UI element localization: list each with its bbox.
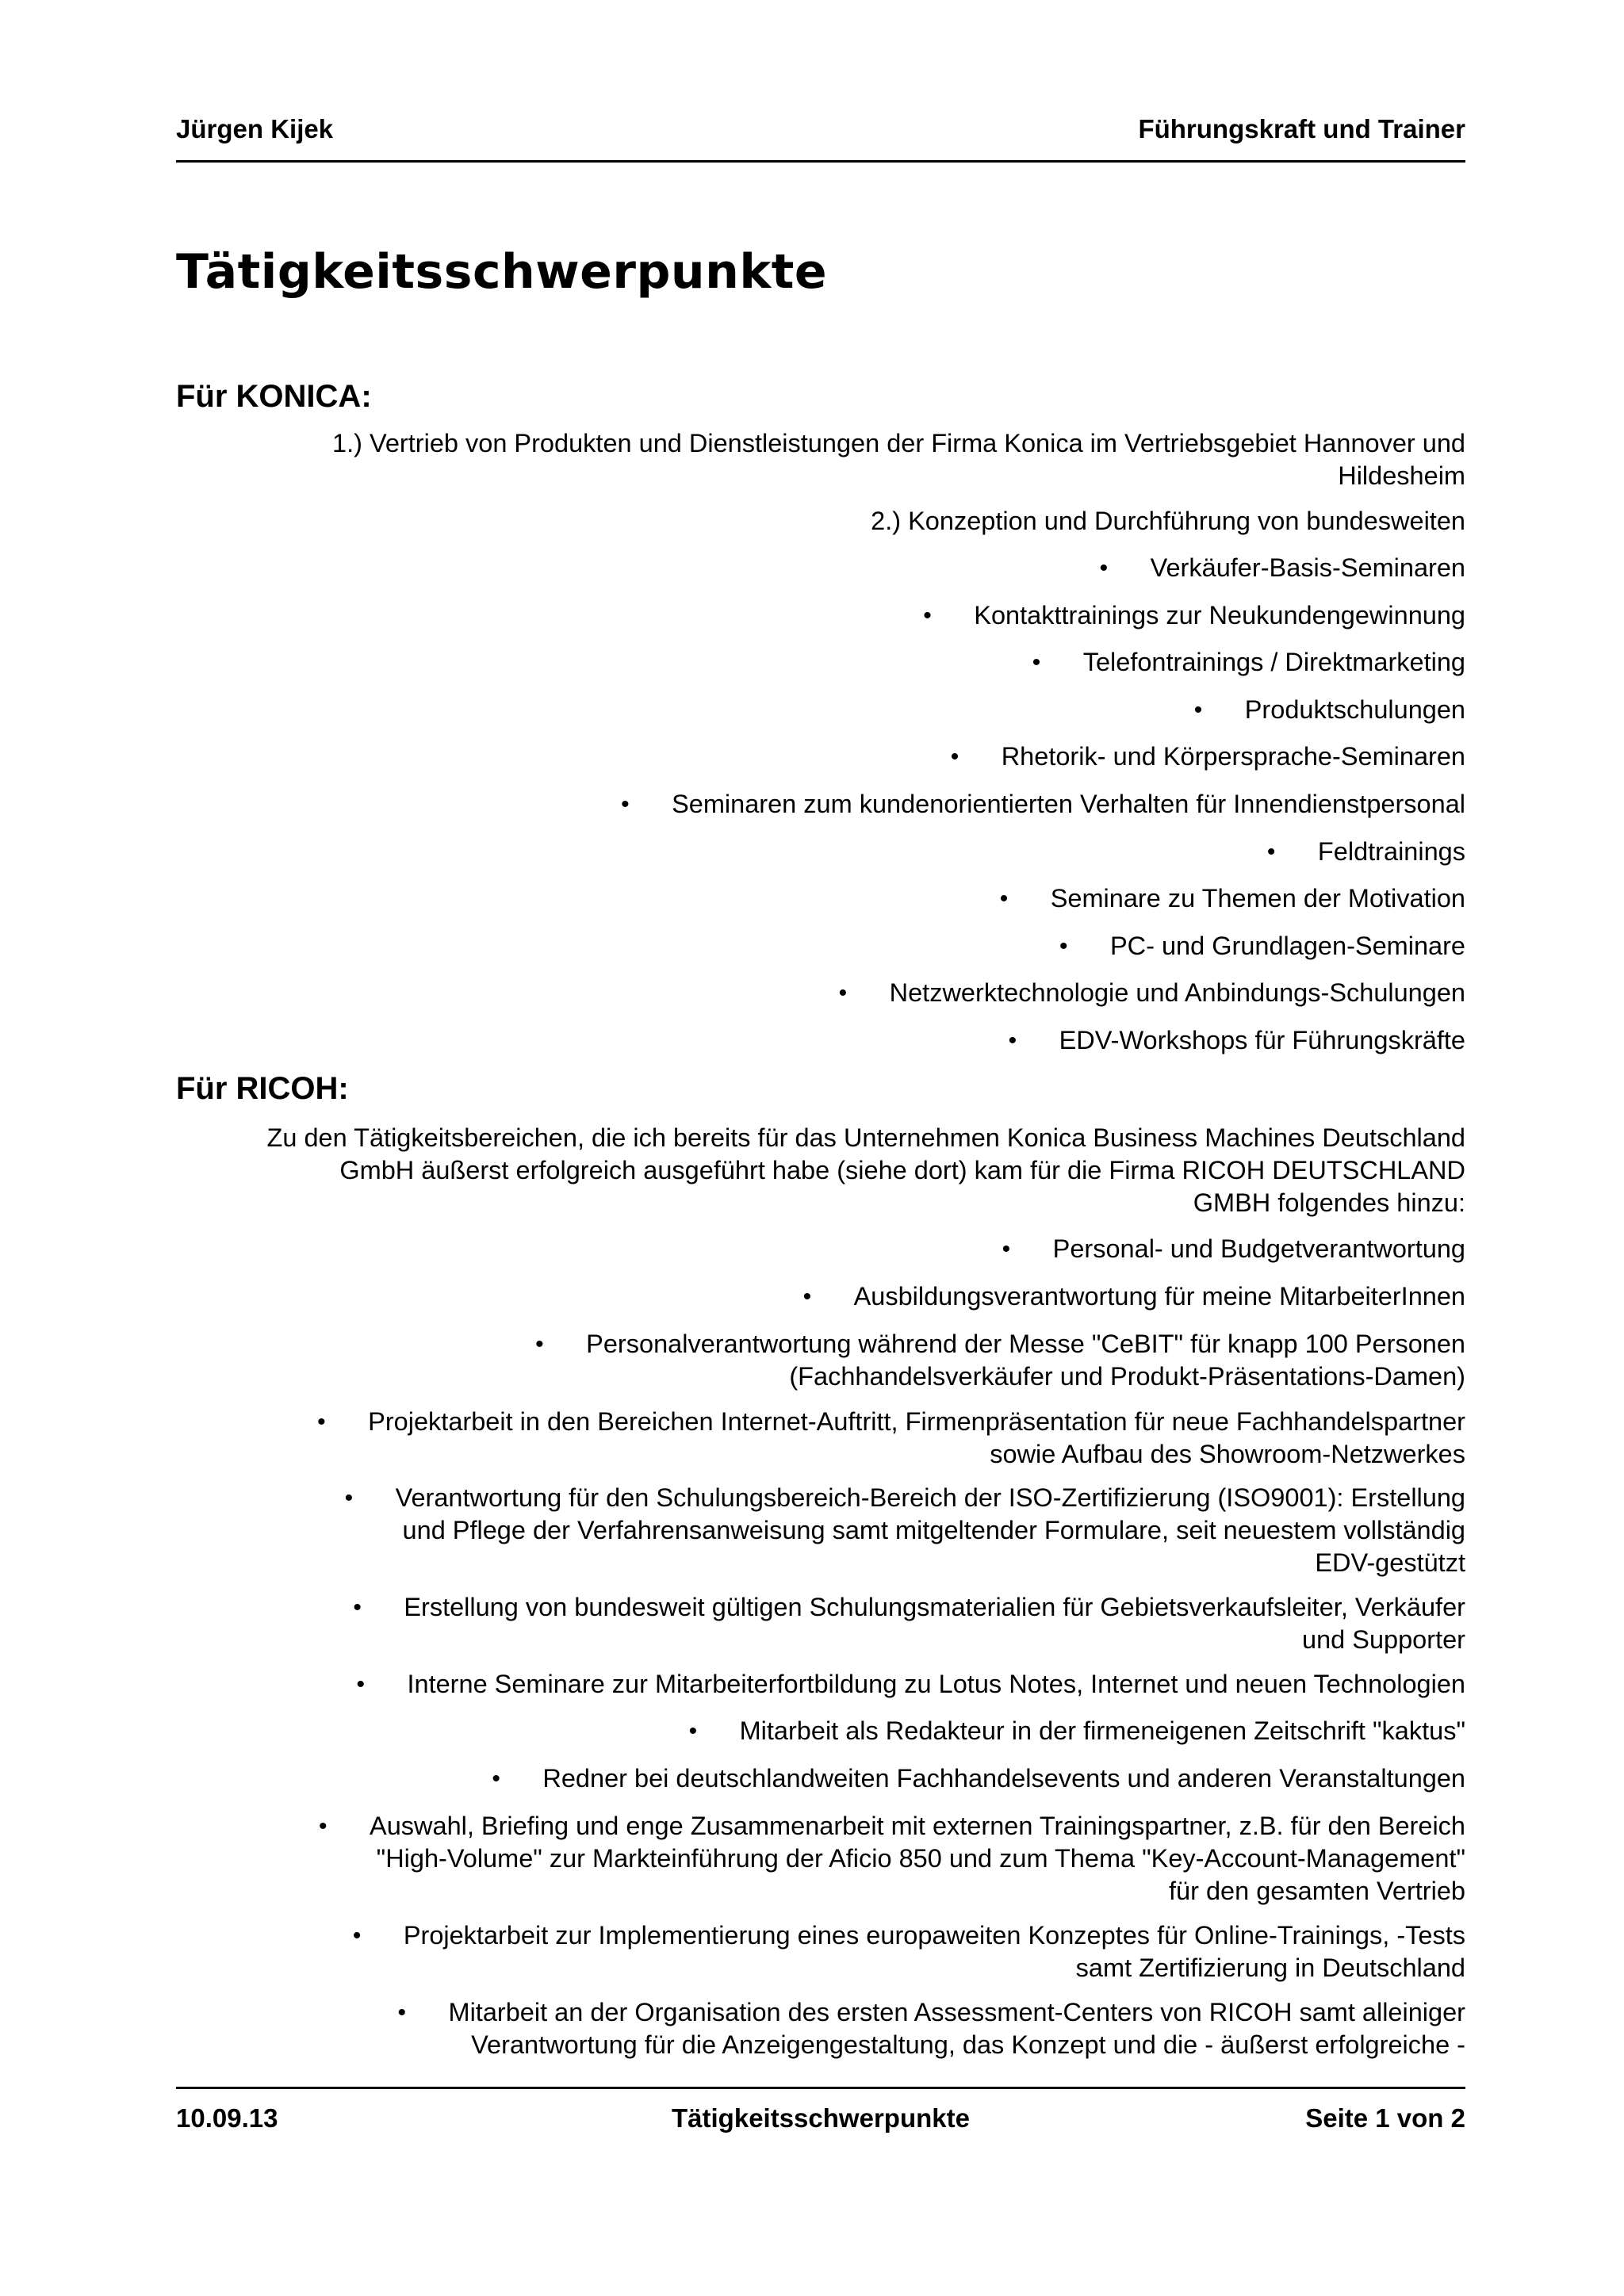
bullet-icon: • [397, 1999, 407, 2026]
bullet-icon: • [1032, 649, 1041, 675]
list-item: • Personalverantwortung während der Messe "CeBIT" für knapp 100 Personen (Fachhandelsverkäufer und Produkt-Präsentations-Damen) [535, 1330, 1465, 1391]
bullet-icon: • [492, 1766, 500, 1792]
bullet-icon: • [688, 1718, 698, 1744]
bullet-icon: • [1008, 1027, 1017, 1054]
footer-page-number: Seite 1 von 2 [1305, 2103, 1465, 2133]
header-author: Jürgen Kijek [176, 114, 334, 144]
section-heading-ricoh: Für RICOH: [176, 1071, 349, 1106]
list-item: • Seminaren zum kundenorientierten Verhalten für Innendienstpersonal [621, 788, 1465, 821]
bullet-icon: • [999, 886, 1009, 912]
list-item: • Ausbildungsverantwortung für meine MitarbeiterInnen [803, 1280, 1465, 1313]
konica-item1-line1: 1.) Vertrieb von Produkten und Dienstleistungen der Firma Konica im Vertriebsgebiet Hannover und [332, 429, 1465, 457]
bullet-icon: • [353, 1594, 362, 1621]
footer-title: Tätigkeitsschwerpunkte [672, 2103, 970, 2133]
list-item: • Kontakttrainings zur Neukundengewinnung [923, 599, 1465, 632]
list-item: • Telefontrainings / Direktmarketing [1032, 646, 1465, 679]
bullet-icon: • [344, 1485, 354, 1511]
bullet-icon: • [356, 1671, 365, 1697]
bullet-icon: • [802, 1284, 812, 1310]
list-item: • Auswahl, Briefing und enge Zusammenarbeit mit externen Trainingspartner, z.B. für den Bereich "High-Volume" zur Markteinführung der Aficio 850 und zum Thema "Key-Account-Management" für den gesamten Vertrieb [319, 1812, 1465, 1905]
bullet-icon: • [1002, 1236, 1011, 1262]
section-heading-konica: Für KONICA: [176, 379, 372, 414]
bullet-icon: • [535, 1331, 544, 1357]
konica-item1 [332, 427, 1465, 492]
page-header [176, 113, 1465, 163]
page-title: Tätigkeitsschwerpunkte [176, 244, 828, 300]
list-item: • Redner bei deutschlandweiten Fachhandelsevents und anderen Veranstaltungen [492, 1762, 1465, 1795]
list-item: • Netzwerktechnologie und Anbindungs-Schulungen [839, 977, 1465, 1009]
list-item: • Erstellung von bundesweit gültigen Schulungsmaterialien für Gebietsverkaufsleiter, Verkäufer und Supporter [353, 1593, 1465, 1654]
header-role: Führungskraft und Trainer [1138, 114, 1465, 144]
page-footer [176, 2087, 1465, 2140]
list-item: • Personal- und Budgetverantwortung [1002, 1233, 1465, 1265]
list-item: • Rhetorik- und Körpersprache-Seminaren [951, 740, 1465, 773]
list-item: • EDV-Workshops für Führungskräfte [1009, 1024, 1465, 1057]
list-item: • Feldtrainings [1267, 836, 1465, 868]
konica-item1-line2: Hildesheim [1338, 461, 1465, 490]
bullet-icon: • [319, 1813, 327, 1839]
konica-item2: 2.) Konzeption und Durchführung von bundesweiten [871, 507, 1465, 535]
bullet-icon: • [923, 603, 932, 629]
ricoh-intro [267, 1122, 1466, 1219]
bullet-icon: • [621, 791, 630, 817]
list-item: • Verkäufer-Basis-Seminaren [1100, 552, 1465, 584]
ricoh-intro-line: GmbH äußerst erfolgreich ausgeführt habe (siehe dort) kam für die Firma RICOH DEUTSCHLAND [339, 1156, 1465, 1184]
list-item: • Interne Seminare zur Mitarbeiterfortbildung zu Lotus Notes, Internet und neuen Technologien [356, 1668, 1465, 1701]
bullet-icon: • [838, 980, 848, 1006]
bullet-icon: • [1099, 555, 1109, 581]
list-item: • Projektarbeit zur Implementierung eines europaweiten Konzeptes für Online-Trainings, -Tests samt Zertifizierung in Deutschland [352, 1921, 1465, 1982]
bullet-icon: • [1193, 697, 1203, 723]
bullet-icon: • [317, 1409, 326, 1435]
list-item: • Produktschulungen [1194, 694, 1465, 726]
ricoh-intro-line: Zu den Tätigkeitsbereichen, die ich bereits für das Unternehmen Konica Business Machines Deutschland [266, 1123, 1465, 1152]
list-item: • Verantwortung für den Schulungsbereich-Bereich der ISO-Zertifizierung (ISO9001): Erstellung und Pflege der Verfahrensanweisung samt mitgeltender Formulare, seit neuestem vollständig EDV-gestützt [344, 1483, 1465, 1577]
bullet-icon: • [950, 744, 959, 770]
list-item: • Mitarbeit an der Organisation des ersten Assessment-Centers von RICOH samt alleiniger Verantwortung für die Anzeigengestaltung, das Konzept und die - äußerst erfolgreiche - [397, 1998, 1465, 2059]
bullet-icon: • [1059, 933, 1068, 959]
list-item: • PC- und Grundlagen-Seminare [1059, 930, 1465, 962]
ricoh-intro-line: GMBH folgendes hinzu: [1193, 1188, 1465, 1217]
bullet-icon: • [352, 1923, 362, 1949]
bullet-icon: • [1266, 839, 1276, 865]
list-item: • Projektarbeit in den Bereichen Internet-Auftritt, Firmenpräsentation für neue Fachhandelspartner sowie Aufbau des Showroom-Netzwerkes [317, 1407, 1465, 1468]
list-item: • Seminare zu Themen der Motivation [1000, 882, 1465, 915]
list-item: • Mitarbeit als Redakteur in der firmeneigenen Zeitschrift "kaktus" [689, 1715, 1465, 1747]
footer-date: 10.09.13 [176, 2103, 278, 2133]
